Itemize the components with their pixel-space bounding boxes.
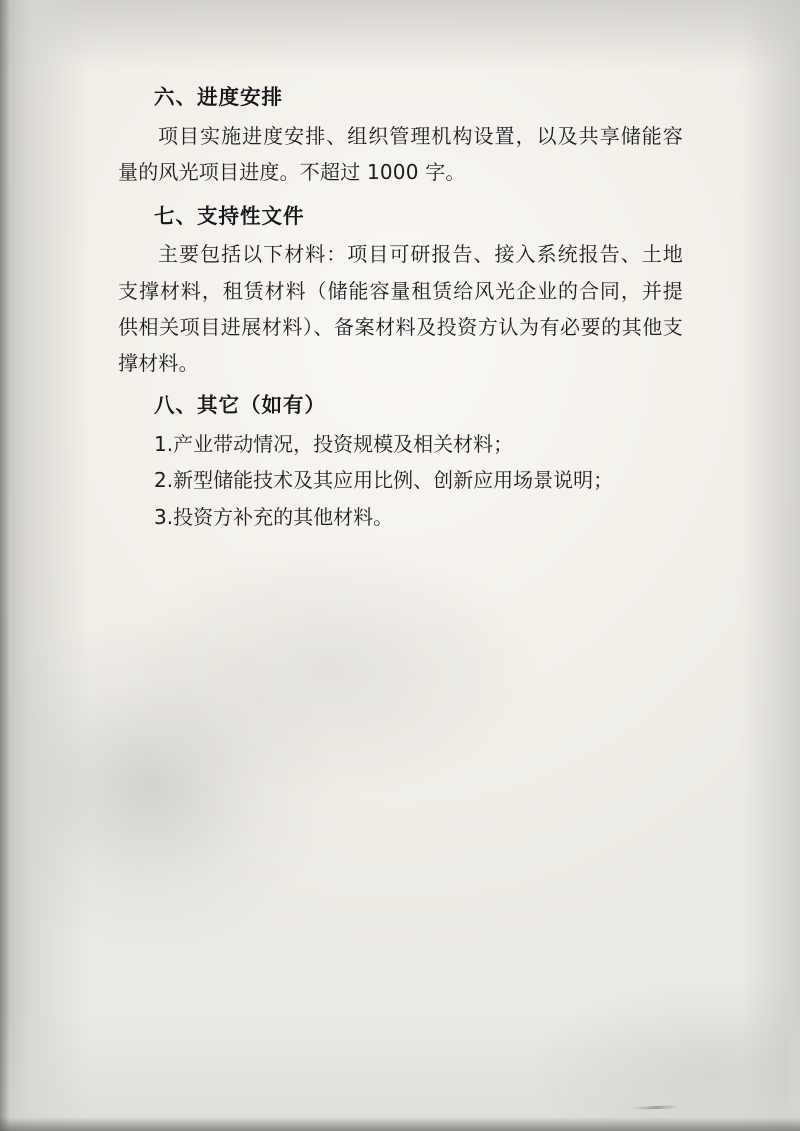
paper-smudge-primary bbox=[30, 620, 330, 950]
paper-shadow-left bbox=[0, 0, 90, 1131]
list-item: 3.投资方补充的其他材料。 bbox=[154, 505, 394, 530]
spacer bbox=[118, 382, 683, 390]
spacer bbox=[118, 191, 683, 201]
paper-edge-left bbox=[0, 0, 10, 1131]
list-item: 2.新型储能技术及其应用比例、创新应用场景说明； bbox=[154, 468, 614, 493]
section-seven-paragraph: 主要包括以下材料：项目可研报告、接入系统报告、土地支撑材料，租赁材料（储能容量租赁给风光企业的合同，并提供相关项目进展材料）、备案材料及投资方认为有必要的其他支撑材料。 bbox=[118, 242, 683, 376]
paper-shadow-right bbox=[740, 0, 800, 1131]
section-heading-seven: 七、支持性文件 bbox=[154, 203, 305, 228]
paper-edge-bottom bbox=[0, 1117, 800, 1131]
list-item: 1.产业带动情况，投资规模及相关材料； bbox=[154, 431, 514, 456]
section-heading-six: 六、进度安排 bbox=[154, 85, 283, 109]
section-heading-eight: 八、其它（如有） bbox=[154, 392, 326, 417]
paper-shadow-top bbox=[0, 0, 800, 70]
document-body bbox=[118, 82, 683, 536]
section-six-paragraph: 项目实施进度安排、组织管理机构设置，以及共享储能容量的风光项目进度。不超过 1000 字。 bbox=[118, 123, 683, 185]
